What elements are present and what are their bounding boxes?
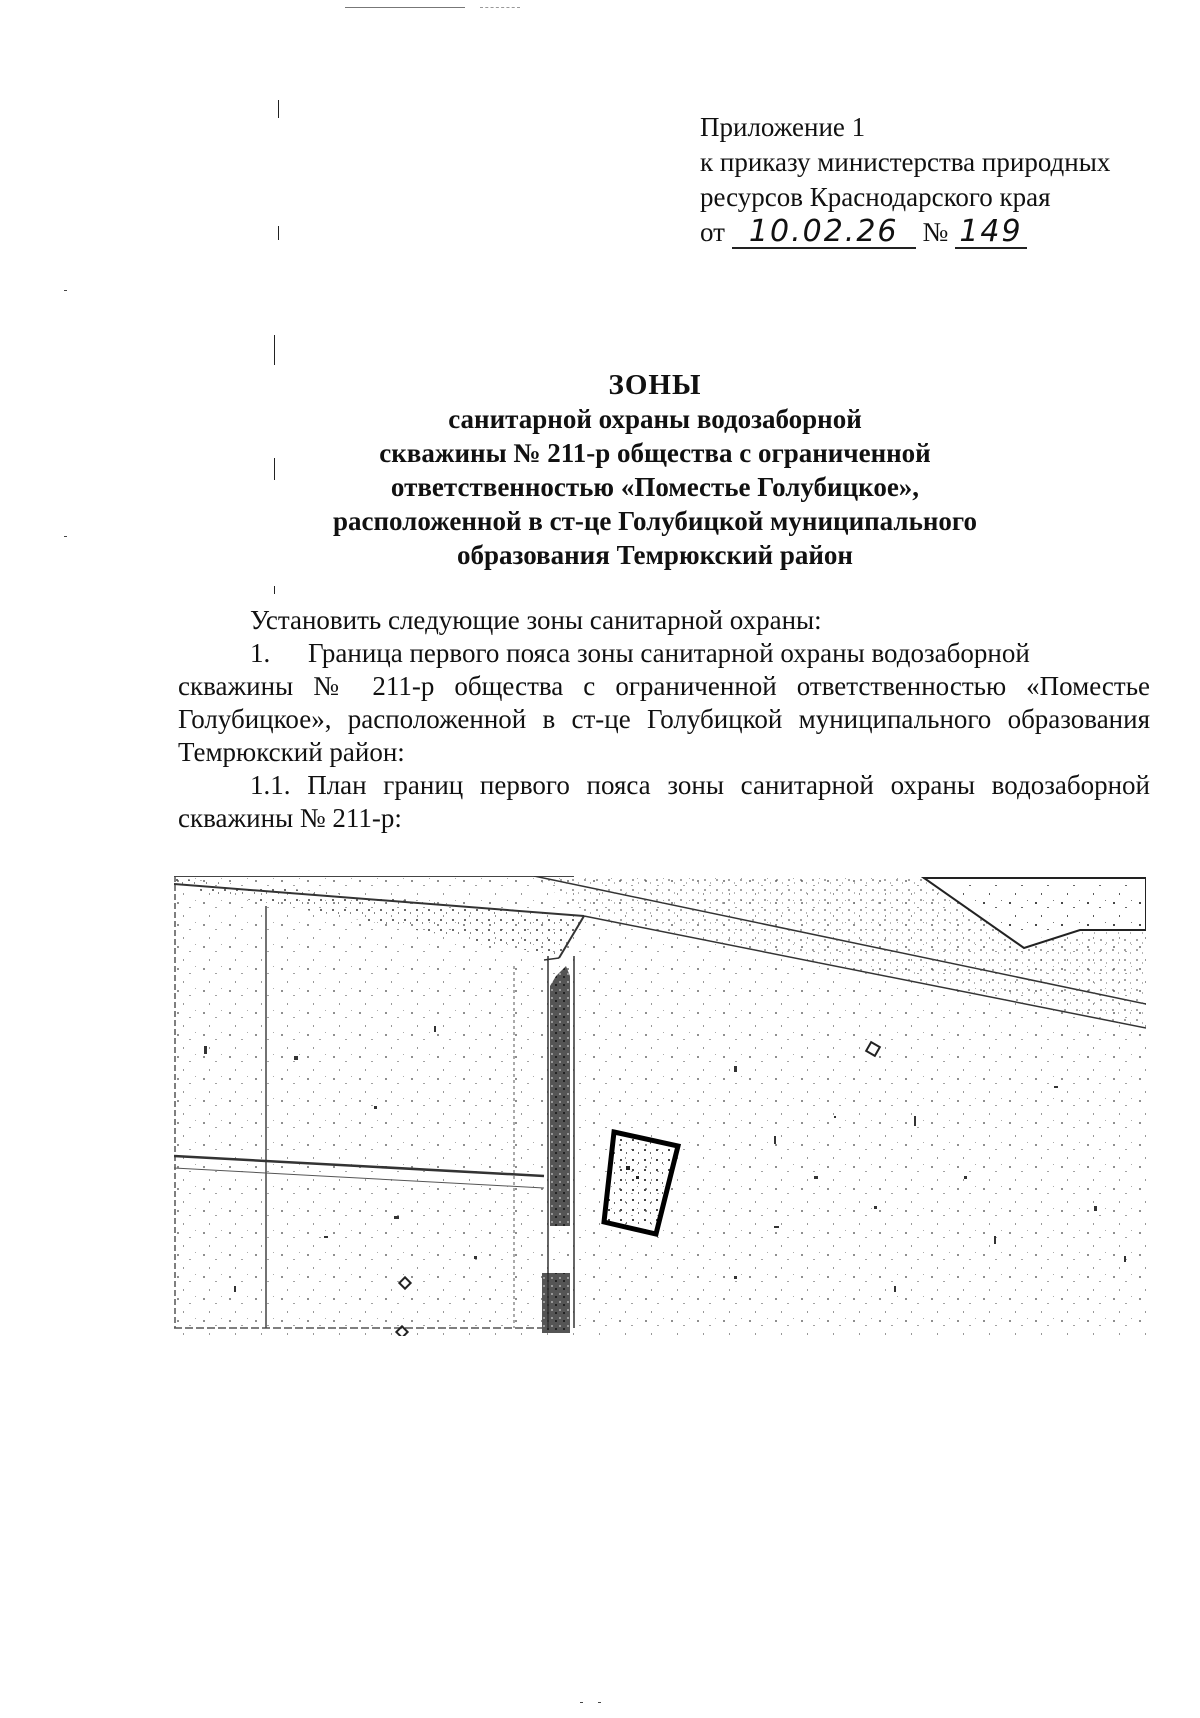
well-marker: [636, 1176, 639, 1179]
scan-artifact-dot: [598, 1702, 601, 1703]
from-label: от: [700, 217, 725, 247]
number-label: №: [922, 217, 949, 247]
appendix-header: [700, 110, 1140, 250]
handwritten-number: 149: [955, 217, 1027, 249]
scan-artifact-tick: [274, 586, 275, 594]
well-marker: [626, 1166, 630, 1170]
scan-artifact-line: [345, 7, 465, 8]
item-1-1-paragraph: 1.1. План границ первого пояса зоны санитарной охраны водозаборной скважины № 211-р:: [178, 770, 1150, 833]
document-title: [180, 368, 1130, 572]
driveway-strip: [550, 966, 570, 1226]
item-1-continuation: скважины № 211-р общества с ограниченной ответственностью «Поместье Голубицкое», расположенной в ст-це Голубицкой муниципального образования Темрюкский район:: [178, 671, 1150, 767]
scan-artifact-line: [480, 7, 520, 8]
appendix-line: Приложение 1: [700, 112, 866, 142]
item-1-first-line: [178, 637, 1150, 670]
site-plan-map: [174, 876, 1146, 1336]
scan-artifact-dot: [580, 1702, 583, 1703]
title-line: образования Темрюкский район: [456, 540, 853, 570]
item-1-text: Граница первого пояса зоны санитарной охраны водозаборной: [308, 638, 1030, 668]
site-plan-drawing: [174, 876, 1146, 1336]
scan-artifact-tick: [274, 335, 275, 365]
item-number: 1.: [250, 638, 271, 668]
title-line: санитарной охраны водозаборной: [448, 404, 862, 434]
document-body: [178, 604, 1150, 835]
appendix-date-line: [700, 215, 1140, 250]
scan-artifact-tick: [278, 226, 279, 240]
scan-artifact-dot: [64, 536, 67, 537]
title-line: скважины № 211-р общества с ограниченной: [379, 438, 931, 468]
intro-paragraph: Установить следующие зоны санитарной охраны:: [250, 605, 822, 635]
appendix-line: к приказу министерства природных: [700, 147, 1111, 177]
title-line: ЗОНЫ: [608, 369, 702, 401]
handwritten-date: 10.02.26: [732, 217, 916, 249]
scan-artifact-dot: [64, 290, 67, 291]
driveway-strip: [542, 1273, 570, 1333]
appendix-line: ресурсов Краснодарского края: [700, 182, 1051, 212]
scan-artifact-tick: [278, 100, 279, 118]
title-line: расположенной в ст-це Голубицкой муниципального: [332, 506, 977, 536]
title-line: ответственностью «Поместье Голубицкое»,: [390, 472, 920, 502]
